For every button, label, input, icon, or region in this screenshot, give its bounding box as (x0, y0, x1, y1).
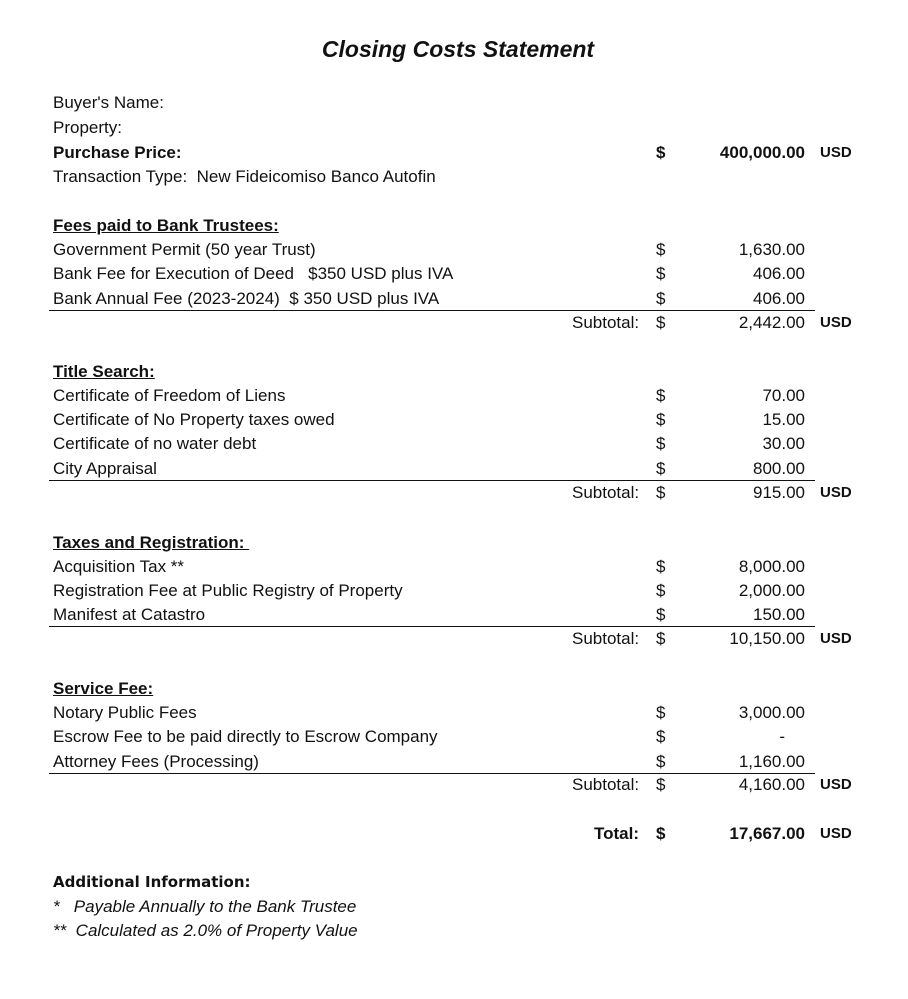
line-item-label: City Appraisal (53, 459, 157, 478)
total-label: Total: (594, 824, 640, 843)
line-item (53, 287, 863, 311)
line-item-amount: 406.00 (753, 289, 805, 308)
property-label: Property: (53, 118, 122, 137)
purchase-price-dollar: $ (656, 143, 666, 162)
line-item-label: Notary Public Fees (53, 703, 197, 722)
line-item-label: Escrow Fee to be paid directly to Escrow Company (53, 727, 438, 746)
line-item-dollar: $ (656, 410, 666, 429)
line-item-dollar: $ (656, 605, 666, 624)
total-dollar: $ (656, 824, 666, 843)
subtotal-dollar: $ (656, 775, 666, 794)
line-item-amount: 406.00 (753, 264, 805, 283)
transaction-type-row (53, 165, 863, 189)
line-item-dollar: $ (656, 557, 666, 576)
line-item-dollar: $ (656, 581, 666, 600)
line-item (53, 262, 863, 286)
line-item-dollar: $ (656, 264, 666, 283)
property-row (53, 116, 863, 140)
subtotal-currency: USD (820, 314, 852, 331)
notes-title: Additional Information: (53, 873, 251, 891)
line-item (53, 238, 863, 262)
subtotal-amount: 10,150.00 (729, 629, 805, 648)
line-item-amount: 8,000.00 (738, 557, 805, 576)
line-item (53, 408, 863, 432)
subtotal-currency: USD (820, 776, 852, 793)
line-item-dollar: $ (656, 752, 666, 771)
buyer-row (53, 91, 863, 115)
line-item-label: Bank Annual Fee (2023-2024) $ 350 USD plus IVA (53, 289, 440, 308)
line-item-dollar: $ (656, 459, 666, 478)
section-heading-bank-label: Fees paid to Bank Trustees: (53, 216, 279, 235)
subtotal-dollar: $ (656, 483, 666, 502)
line-item-label: Government Permit (50 year Trust) (53, 240, 316, 259)
total-row (53, 822, 863, 846)
line-item-amount: 1,160.00 (738, 752, 805, 771)
transaction-type-label: Transaction Type: New Fideicomiso Banco Autofin (53, 167, 436, 186)
section-heading-service-label: Service Fee: (53, 679, 154, 698)
line-item-label: Certificate of no water debt (53, 434, 257, 453)
footnote: * Payable Annually to the Bank Trustee (53, 897, 357, 916)
line-item (53, 555, 863, 579)
line-item-amount: 15.00 (762, 410, 805, 429)
subtotal-row-title-search (53, 481, 863, 505)
line-item-amount: - (779, 727, 785, 746)
line-item-amount: 70.00 (762, 386, 805, 405)
line-item-dollar: $ (656, 703, 666, 722)
subtotal-amount: 915.00 (753, 483, 805, 502)
line-item-amount: 30.00 (762, 434, 805, 453)
line-item (53, 701, 863, 725)
line-item (53, 603, 863, 627)
line-item (53, 750, 863, 774)
subtotal-row-taxes (53, 627, 863, 651)
subtotal-label: Subtotal: (572, 313, 640, 332)
buyer-label: Buyer's Name: (53, 93, 164, 112)
subtotal-currency: USD (820, 630, 852, 647)
section-heading-title-search (53, 360, 863, 384)
subtotal-row-bank (53, 311, 863, 335)
line-item-label: Certificate of Freedom of Liens (53, 386, 286, 405)
line-item-amount: 3,000.00 (738, 703, 805, 722)
subtotal-amount: 4,160.00 (738, 775, 805, 794)
subtotal-amount: 2,442.00 (738, 313, 805, 332)
total-currency: USD (820, 825, 852, 842)
line-item-label: Certificate of No Property taxes owed (53, 410, 335, 429)
footnote: ** Calculated as 2.0% of Property Value (53, 921, 358, 940)
total-amount: 17,667.00 (729, 824, 805, 843)
line-item (53, 579, 863, 603)
line-item (53, 725, 863, 749)
line-item-dollar: $ (656, 727, 666, 746)
subtotal-label: Subtotal: (572, 629, 640, 648)
line-item-label: Manifest at Catastro (53, 605, 206, 624)
line-item-dollar: $ (656, 386, 666, 405)
line-item (53, 457, 863, 481)
section-heading-taxes (53, 531, 863, 555)
subtotal-dollar: $ (656, 629, 666, 648)
line-item-label: Attorney Fees (Processing) (53, 752, 259, 771)
line-item (53, 432, 863, 456)
section-heading-title-search-label: Title Search: (53, 362, 155, 381)
line-item-amount: 800.00 (753, 459, 805, 478)
line-item-amount: 2,000.00 (738, 581, 805, 600)
subtotal-label: Subtotal: (572, 483, 640, 502)
line-item-label: Bank Fee for Execution of Deed $350 USD plus IVA (53, 264, 454, 283)
purchase-price-amount: 400,000.00 (719, 143, 805, 162)
line-item-label: Registration Fee at Public Registry of Property (53, 581, 403, 600)
line-item-amount: 150.00 (753, 605, 805, 624)
document-title: Closing Costs Statement (321, 36, 595, 62)
section-heading-taxes-label: Taxes and Registration: (53, 533, 250, 552)
purchase-price-label: Purchase Price: (53, 143, 182, 162)
line-item-label: Acquisition Tax ** (53, 557, 185, 576)
line-item-amount: 1,630.00 (738, 240, 805, 259)
purchase-price-currency: USD (820, 144, 852, 161)
subtotal-currency: USD (820, 484, 852, 501)
line-item (53, 384, 863, 408)
purchase-price-row (53, 141, 863, 165)
subtotal-label: Subtotal: (572, 775, 640, 794)
section-heading-bank (53, 214, 863, 238)
section-heading-service (53, 677, 863, 701)
line-item-dollar: $ (656, 289, 666, 308)
subtotal-row-service (53, 773, 863, 797)
line-item-dollar: $ (656, 240, 666, 259)
line-item-dollar: $ (656, 434, 666, 453)
subtotal-dollar: $ (656, 313, 666, 332)
